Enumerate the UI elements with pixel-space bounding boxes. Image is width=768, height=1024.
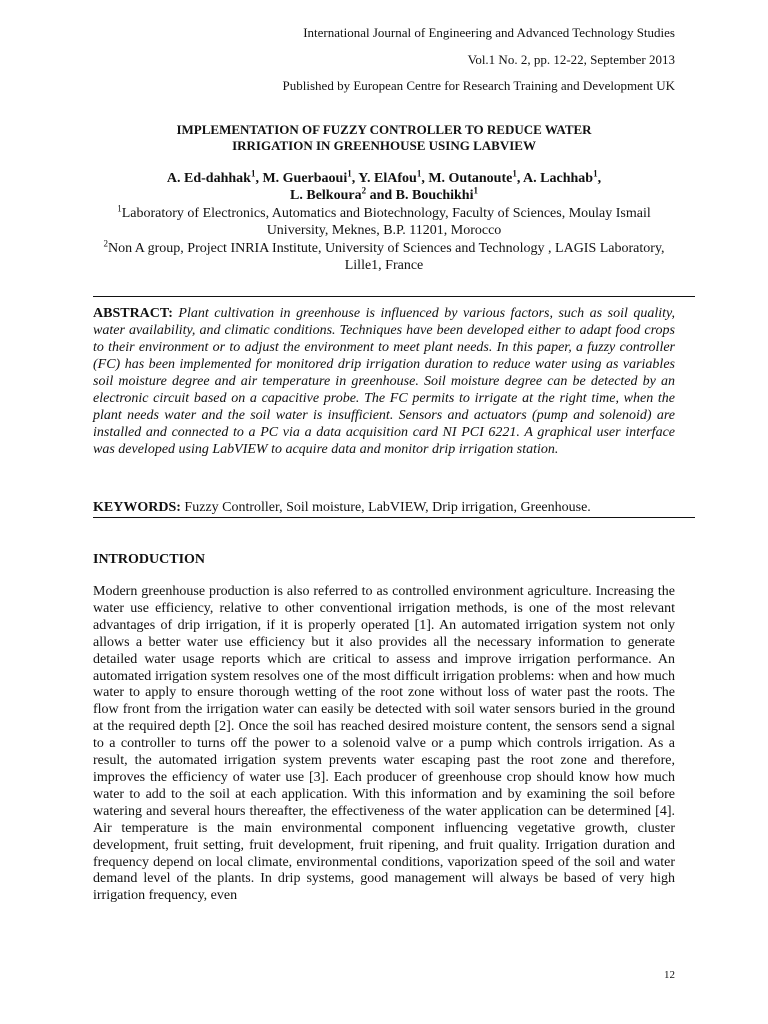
title-line-2: IRRIGATION IN GREENHOUSE USING LABVIEW xyxy=(232,138,536,153)
author-superscript: 1 xyxy=(593,168,598,179)
author-superscript: 1 xyxy=(473,185,478,196)
intro-paragraph: Modern greenhouse production is also referred to as controlled environment agriculture. Increasing the water use efficiency, relative to other conventional irrigation methods, is one of the most relevant advantages of drip irrigation, if it is properly operated [1]. An automated irrigation system not only allows a better water use efficiency but it also provides all the necessary information to generate detailed water usage reports which are critical to assess and improve irrigation performance. An automated irrigation system resolves one of the most difficult irrigation problems: when and how much water to apply to ensure thorough wetting of the root zone without loss of water past the roots. The flow front from the irrigation water can easily be detected with soil water sensors buried in the ground at the required depth [2]. Once the soil has reached desired moisture content, the sensors send a signal to a controller to turns off the power to a solenoid valve or a pump which controls irrigation. As a result, the automated irrigation system prevents water escaping past the root zone and therefore, improves the efficiency of water use [3]. Each producer of greenhouse crop should know how much water to add to the soil at each application. With this information and by examining the soil before watering and several hours thereafter, the effectiveness of the water application can be determined [4]. Air temperature is the main environmental component influencing vegetative growth, cluster development, fruit setting, fruit development, fruit ripening, and fruit quality. Irrigation duration and frequency depend on local climate, environmental conditions, vaporization speed of the soil and water demand level of the plants. In drip systems, good management will always be based of very high irrigation frequency, even xyxy=(93,584,675,904)
author-name: L. Belkoura xyxy=(290,188,362,203)
section-heading: INTRODUCTION xyxy=(93,552,206,567)
author-superscript: 1 xyxy=(512,168,517,179)
volume-info: Vol.1 No. 2, pp. 12-22, September 2013 xyxy=(467,52,675,67)
affiliation-superscript: 1 xyxy=(117,203,122,214)
author-name: , Y. ElAfou xyxy=(351,171,417,186)
affiliation-1 xyxy=(93,205,675,239)
author-line-2 xyxy=(93,187,675,204)
affiliation-text: Laboratory of Electronics, Automatics and Biotechnology, Faculty of Sciences, Moulay Ismail University, Meknes, B.P. 11201, Morocco xyxy=(121,206,651,238)
page-number: 12 xyxy=(664,969,675,981)
abstract-top-rule xyxy=(93,296,695,297)
author-name: and B. Bouchikhi xyxy=(366,188,474,203)
paper-title xyxy=(93,122,675,154)
author-superscript: 1 xyxy=(250,168,256,179)
author-name: , M. Guerbaoui xyxy=(255,171,348,186)
author-superscript: 2 xyxy=(361,185,367,196)
abstract-text: Plant cultivation in greenhouse is influenced by various factors, such as soil quality, water availability, and climatic conditions. Techniques have been developed either to adapt food crops to their environment or to adjust the environment to meet plant needs. In this paper, a fuzzy controller (FC) has been implemented for monitored drip irrigation duration to reduce water using as variables soil moisture degree and air temperature in greenhouse. Soil moisture degree can be detected by an electronic circuit based on a capacitive probe. The FC permits to irrigate at the right time, when the plant needs water and the soil water is insufficient. Sensors and actuators (pump and solenoid) are installed and connected to a PC via a data acquisition card NI PCI 6221. A graphical user interface was developed using LabVIEW to acquire data and monitor drip irrigation station. xyxy=(93,306,675,457)
affiliation-2 xyxy=(93,240,675,274)
author-superscript: 1 xyxy=(347,168,352,179)
author-line-1 xyxy=(93,170,675,187)
keywords-text: Fuzzy Controller, Soil moisture, LabVIEW, Drip irrigation, Greenhouse. xyxy=(180,500,591,515)
affiliation-text: Non A group, Project INRIA Institute, University of Sciences and Technology , LAGIS Laboratory, Lille1, France xyxy=(107,241,665,273)
journal-name: International Journal of Engineering and Advanced Technology Studies xyxy=(303,25,675,40)
keywords-bottom-rule xyxy=(93,517,695,518)
keywords-label: KEYWORDS: xyxy=(93,500,181,515)
author-name: , A. Lachhab xyxy=(516,171,594,186)
author-name: , M. Outanoute xyxy=(421,171,513,186)
abstract-label: ABSTRACT: xyxy=(93,306,173,321)
author-separator: , xyxy=(597,171,602,186)
abstract-block xyxy=(93,305,675,458)
title-line-1: IMPLEMENTATION OF FUZZY CONTROLLER TO REDUCE WATER xyxy=(176,122,592,137)
publisher-line: Published by European Centre for Research Training and Development UK xyxy=(282,78,675,93)
affiliation-superscript: 2 xyxy=(103,238,108,249)
author-superscript: 1 xyxy=(416,168,422,179)
author-list xyxy=(93,170,675,204)
author-name: A. Ed-dahhak xyxy=(166,171,251,186)
keywords-block xyxy=(93,499,675,516)
